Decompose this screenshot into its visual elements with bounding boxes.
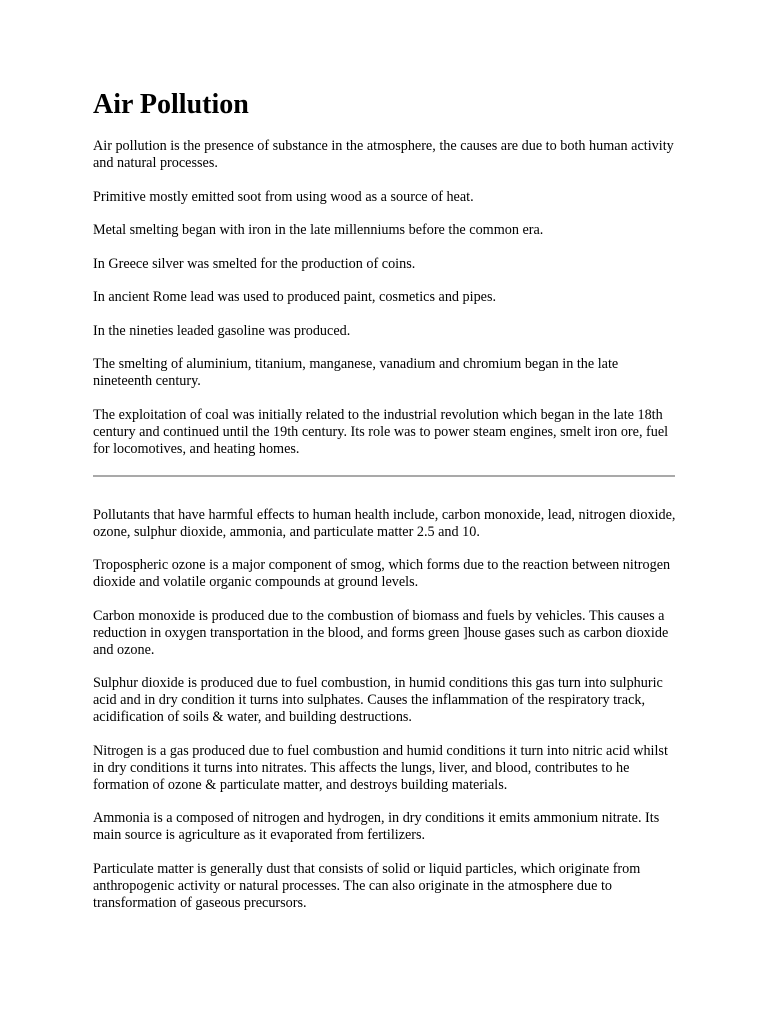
pollutants-section xyxy=(93,507,677,912)
document-page xyxy=(93,88,677,928)
paragraph: Pollutants that have harmful effects to human health include, carbon monoxide, lead, nitrogen dioxide, ozone, sulphur dioxide, ammonia, and particulate matter 2.5 and 10. xyxy=(93,506,676,540)
paragraph: Primitive mostly emitted soot from using wood as a source of heat. xyxy=(93,188,474,205)
paragraph: In Greece silver was smelted for the production of coins. xyxy=(93,255,416,272)
paragraph: Particulate matter is generally dust that consists of solid or liquid particles, which originate from anthropogenic activity or natural processes. The can also originate in the atmosphere due to transformation of gaseous precursors. xyxy=(93,860,641,911)
paragraph: Tropospheric ozone is a major component of smog, which forms due to the reaction between nitrogen dioxide and volatile organic compounds at ground levels. xyxy=(93,557,671,590)
paragraph: In the nineties leaded gasoline was produced. xyxy=(93,322,351,339)
paragraph: The smelting of aluminium, titanium, manganese, vanadium and chromium began in the late nineteenth century. xyxy=(93,356,619,389)
page-title: Air Pollution xyxy=(93,89,249,120)
paragraph: Carbon monoxide is produced due to the combustion of biomass and fuels by vehicles. This causes a reduction in oxygen transportation in the blood, and forms green ]house gases such as carbon dioxide and ozone. xyxy=(93,607,669,658)
paragraph: Ammonia is a composed of nitrogen and hydrogen, in dry conditions it emits ammonium nitrate. Its main source is agriculture as it evaporated from fertilizers. xyxy=(93,810,660,843)
paragraph: Sulphur dioxide is produced due to fuel combustion, in humid conditions this gas turn into sulphuric acid and in dry condition it turns into sulphates. Causes the inflammation of the respiratory track, acidification of soils & water, and building destructions. xyxy=(93,675,663,725)
history-section xyxy=(93,138,677,458)
paragraph: Metal smelting began with iron in the late millenniums before the common era. xyxy=(93,222,544,238)
paragraph: In ancient Rome lead was used to produced paint, cosmetics and pipes. xyxy=(93,289,497,305)
section-divider xyxy=(93,475,675,477)
paragraph: Air pollution is the presence of substance in the atmosphere, the causes are due to both human activity and natural processes. xyxy=(93,138,674,171)
paragraph: The exploitation of coal was initially related to the industrial revolution which began in the late 18th century and continued until the 19th century. Its role was to power steam engines, smelt iron ore, fuel for locomotives, and heating homes. xyxy=(93,406,669,457)
paragraph: Nitrogen is a gas produced due to fuel combustion and humid conditions it turn into nitric acid whilst in dry conditions it turns into nitrates. This affects the lungs, liver, and blood, contributes to he formation of ozone & particulate matter, and destroys building materials. xyxy=(93,742,668,793)
